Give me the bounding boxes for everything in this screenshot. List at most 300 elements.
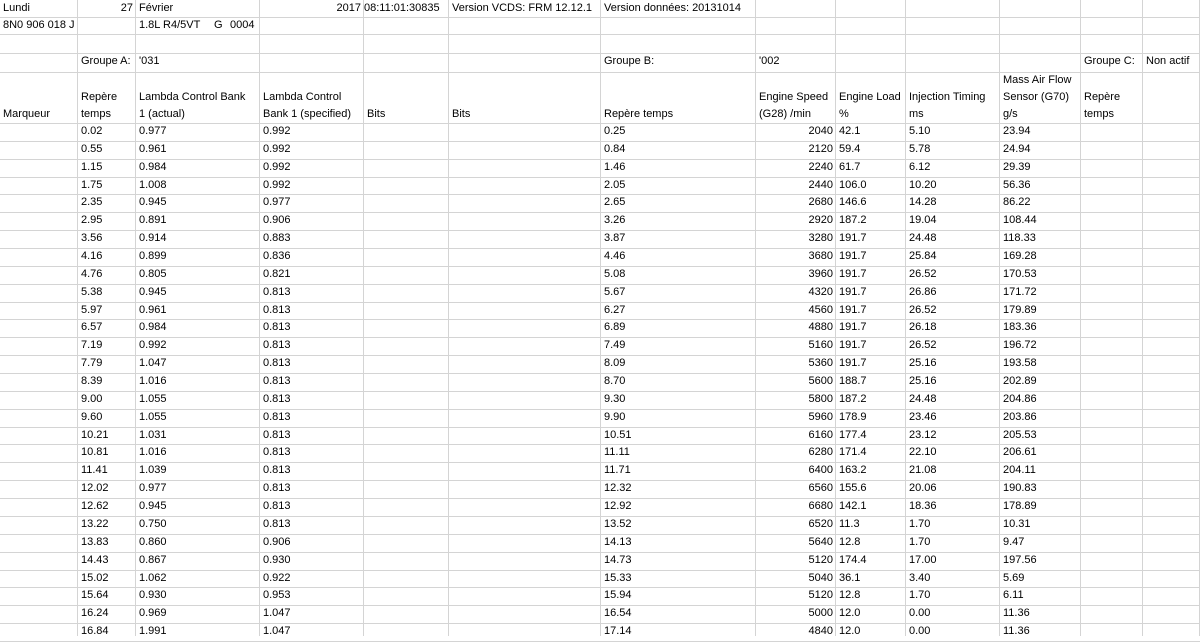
cell-lambda-actual[interactable]: 0.867 — [139, 554, 167, 566]
grid-column-line — [448, 0, 449, 636]
grid-row-line — [0, 337, 1200, 338]
cell-engine-load[interactable]: 191.7 — [839, 232, 867, 244]
cell-a-time[interactable]: 2.35 — [81, 196, 103, 208]
cell-engine-speed[interactable]: 5640 — [808, 536, 833, 548]
header-maf-line1: Mass Air Flow — [1003, 74, 1072, 86]
grid-row-line — [0, 427, 1200, 428]
cell-b-time[interactable]: 9.90 — [604, 411, 626, 423]
grid-column-line — [135, 0, 136, 636]
cell-lambda-actual[interactable]: 0.984 — [139, 161, 167, 173]
cell-lambda-actual[interactable]: 1.055 — [139, 411, 167, 423]
cell-injection-timing[interactable]: 18.36 — [909, 500, 937, 512]
cell-engine-speed[interactable]: 4320 — [808, 286, 833, 298]
cell-lambda-actual[interactable]: 1.062 — [139, 572, 167, 584]
cell-b-time[interactable]: 12.32 — [604, 482, 632, 494]
cell-time[interactable]: 08:11:01:30835 — [364, 2, 440, 14]
cell-engine-load[interactable]: 191.7 — [839, 321, 867, 333]
cell-maf[interactable]: 6.11 — [1003, 589, 1024, 601]
cell-lambda-spec[interactable]: 0.906 — [263, 214, 291, 226]
cell-b-time[interactable]: 14.73 — [604, 554, 632, 566]
cell-maf[interactable]: 203.86 — [1003, 411, 1037, 423]
grid-row-line — [0, 534, 1200, 535]
cell-lambda-actual[interactable]: 0.860 — [139, 536, 167, 548]
cell-date-number[interactable]: 27 — [120, 2, 133, 14]
header-lambda-spec[interactable] — [260, 89, 364, 123]
cell-engine-load[interactable]: 106.0 — [839, 179, 867, 191]
cell-a-time[interactable]: 13.83 — [81, 536, 109, 548]
cell-engine-load[interactable]: 42.1 — [839, 125, 861, 137]
cell-engine-speed[interactable]: 6160 — [808, 429, 833, 441]
cell-engine-load[interactable]: 142.1 — [839, 500, 867, 512]
cell-lambda-actual[interactable]: 1.055 — [139, 393, 167, 405]
grid-column-line — [999, 0, 1000, 636]
cell-engine-speed[interactable]: 2120 — [808, 143, 833, 155]
cell-lambda-actual[interactable]: 0.805 — [139, 268, 167, 280]
cell-engine-speed[interactable]: 6280 — [808, 446, 833, 458]
cell-a-time[interactable]: 13.22 — [81, 518, 109, 530]
grid-column-line — [259, 0, 260, 636]
cell-a-time[interactable]: 4.16 — [81, 250, 103, 262]
cell-lambda-spec[interactable]: 0.992 — [263, 161, 291, 173]
cell-engine-speed[interactable]: 6520 — [808, 518, 833, 530]
cell-b-time[interactable]: 14.13 — [604, 536, 632, 548]
grid-row-line — [0, 552, 1200, 553]
cell-injection-timing[interactable]: 21.08 — [909, 464, 937, 476]
cell-engine-load[interactable]: 163.2 — [839, 464, 867, 476]
grid-row-line — [0, 284, 1200, 285]
cell-maf[interactable]: 5.69 — [1003, 572, 1025, 584]
cell-injection-timing[interactable]: 26.86 — [909, 286, 937, 298]
cell-engine-load[interactable]: 188.7 — [839, 375, 867, 387]
cell-lambda-spec[interactable]: 0.813 — [263, 357, 291, 369]
cell-a-time[interactable]: 0.02 — [81, 125, 103, 137]
cell-b-time[interactable]: 15.33 — [604, 572, 632, 584]
header-lambda-actual-line2: 1 (actual) — [139, 108, 185, 120]
cell-engine-speed[interactable]: 3960 — [808, 268, 833, 280]
header-c-time-line1: Repère — [1084, 91, 1121, 103]
cell-lambda-actual[interactable]: 0.992 — [139, 339, 167, 351]
cell-engine-load[interactable]: 59.4 — [839, 143, 861, 155]
header-bits-2[interactable]: Bits — [452, 108, 471, 120]
cell-engine-code[interactable]: 1.8L R4/5VT — [139, 19, 201, 31]
cell-b-time[interactable]: 8.70 — [604, 375, 626, 387]
cell-maf[interactable]: 11.36 — [1003, 625, 1030, 637]
cell-injection-timing[interactable]: 5.10 — [909, 125, 931, 137]
cell-injection-timing[interactable]: 22.10 — [909, 446, 937, 458]
header-maf[interactable] — [1000, 72, 1081, 123]
cell-lambda-spec[interactable]: 0.992 — [263, 125, 291, 137]
cell-engine-load[interactable]: 155.6 — [839, 482, 867, 494]
grid-column-line — [1080, 0, 1081, 636]
cell-b-time[interactable]: 2.05 — [604, 179, 626, 191]
cell-lambda-spec[interactable]: 0.813 — [263, 500, 291, 512]
grid-row-line — [0, 480, 1200, 481]
header-c-time-line2: temps — [1084, 108, 1114, 120]
grid-row-line — [0, 159, 1200, 160]
cell-b-time[interactable]: 15.94 — [604, 589, 632, 601]
cell-a-time[interactable]: 14.43 — [81, 554, 109, 566]
cell-maf[interactable]: 196.72 — [1003, 339, 1037, 351]
cell-group-a-label[interactable]: Groupe A: — [81, 55, 131, 67]
cell-injection-timing[interactable]: 0.00 — [909, 625, 931, 637]
cell-day[interactable]: Lundi — [3, 2, 30, 14]
cell-maf[interactable]: 205.53 — [1003, 429, 1037, 441]
cell-lambda-actual[interactable]: 1.047 — [139, 357, 167, 369]
cell-lambda-actual[interactable]: 0.930 — [139, 589, 167, 601]
cell-injection-timing[interactable]: 1.70 — [909, 589, 931, 601]
cell-lambda-spec[interactable]: 0.992 — [263, 143, 291, 155]
cell-a-time[interactable]: 6.57 — [81, 321, 103, 333]
header-lambda-spec-line1: Lambda Control — [263, 91, 342, 103]
cell-engine-load[interactable]: 178.9 — [839, 411, 867, 423]
cell-lambda-spec[interactable]: 0.813 — [263, 339, 291, 351]
cell-engine-speed[interactable]: 4880 — [808, 321, 833, 333]
header-lambda-spec-line2: Bank 1 (specified) — [263, 108, 352, 120]
cell-engine-load[interactable]: 191.7 — [839, 250, 867, 262]
cell-group-c-label[interactable]: Groupe C: — [1084, 55, 1135, 67]
cell-lambda-actual[interactable]: 0.961 — [139, 143, 167, 155]
cell-engine-load[interactable]: 171.4 — [839, 446, 867, 458]
cell-lambda-spec[interactable]: 0.813 — [263, 464, 291, 476]
cell-lambda-spec[interactable]: 1.047 — [263, 625, 291, 637]
cell-lambda-spec[interactable]: 0.953 — [263, 589, 291, 601]
cell-a-time[interactable]: 12.62 — [81, 500, 109, 512]
cell-engine-speed[interactable]: 6560 — [808, 482, 833, 494]
cell-engine-load[interactable]: 191.7 — [839, 339, 867, 351]
cell-engine-speed[interactable]: 4560 — [808, 304, 833, 316]
cell-injection-timing[interactable]: 24.48 — [909, 393, 937, 405]
cell-a-time[interactable]: 0.55 — [81, 143, 103, 155]
grid-column-line — [835, 0, 836, 636]
cell-b-time[interactable]: 11.71 — [604, 464, 631, 476]
cell-lambda-actual[interactable]: 0.984 — [139, 321, 167, 333]
cell-injection-timing[interactable]: 23.12 — [909, 429, 937, 441]
cell-injection-timing[interactable]: 14.28 — [909, 196, 937, 208]
cell-injection-timing[interactable]: 17.00 — [909, 554, 937, 566]
header-engine-speed[interactable] — [756, 89, 836, 123]
cell-lambda-spec[interactable]: 0.922 — [263, 572, 291, 584]
cell-lambda-actual[interactable]: 0.945 — [139, 500, 167, 512]
cell-lambda-spec[interactable]: 0.930 — [263, 554, 291, 566]
cell-injection-timing[interactable]: 26.52 — [909, 304, 937, 316]
cell-lambda-actual[interactable]: 1.039 — [139, 464, 167, 476]
cell-engine-load[interactable]: 174.4 — [839, 554, 867, 566]
cell-injection-timing[interactable]: 23.46 — [909, 411, 937, 423]
cell-engine-speed[interactable]: 2440 — [808, 179, 833, 191]
cell-engine-load[interactable]: 36.1 — [839, 572, 861, 584]
cell-engine-speed[interactable]: 5360 — [808, 357, 833, 369]
cell-engine-speed[interactable]: 5960 — [808, 411, 833, 423]
cell-engine-speed[interactable]: 4840 — [808, 625, 833, 637]
cell-b-time[interactable]: 2.65 — [604, 196, 626, 208]
cell-a-time[interactable]: 10.81 — [81, 446, 109, 458]
cell-lambda-spec[interactable]: 0.813 — [263, 286, 291, 298]
header-maf-line2: Sensor (G70) — [1003, 91, 1070, 103]
header-injection-timing[interactable] — [906, 89, 1000, 123]
cell-b-time[interactable]: 3.26 — [604, 214, 626, 226]
header-c-time[interactable] — [1081, 89, 1143, 123]
grid-row-line — [0, 355, 1200, 356]
header-engine-speed-line1: Engine Speed — [759, 91, 829, 103]
cell-injection-timing[interactable]: 10.20 — [909, 179, 937, 191]
cell-engine-speed[interactable]: 6400 — [808, 464, 833, 476]
header-maf-line3: g/s — [1003, 108, 1018, 120]
cell-engine-load[interactable]: 191.7 — [839, 286, 867, 298]
cell-lambda-actual[interactable]: 1.016 — [139, 375, 167, 387]
cell-a-time[interactable]: 15.02 — [81, 572, 109, 584]
cell-maf[interactable]: 10.31 — [1003, 518, 1031, 530]
cell-engine-load[interactable]: 12.8 — [839, 589, 861, 601]
cell-b-time[interactable]: 4.46 — [604, 250, 626, 262]
cell-injection-timing[interactable]: 25.84 — [909, 250, 937, 262]
cell-engine-g[interactable]: G — [214, 19, 223, 31]
cell-engine-speed[interactable]: 2920 — [808, 214, 833, 226]
cell-injection-timing[interactable]: 1.70 — [909, 536, 931, 548]
cell-maf[interactable]: 204.11 — [1003, 464, 1036, 476]
cell-b-time[interactable]: 7.49 — [604, 339, 626, 351]
cell-a-time[interactable]: 15.64 — [81, 589, 109, 601]
cell-data-version[interactable]: Version données: 20131014 — [604, 2, 742, 14]
cell-engine-code-number[interactable]: 0004 — [230, 19, 255, 31]
grid-row-line — [0, 373, 1200, 374]
cell-engine-speed[interactable]: 5040 — [808, 572, 833, 584]
cell-maf[interactable]: 169.28 — [1003, 250, 1037, 262]
cell-maf[interactable]: 56.36 — [1003, 179, 1031, 191]
cell-b-time[interactable]: 5.08 — [604, 268, 626, 280]
cell-injection-timing[interactable]: 3.40 — [909, 572, 931, 584]
cell-injection-timing[interactable]: 24.48 — [909, 232, 937, 244]
cell-lambda-spec[interactable]: 0.813 — [263, 375, 291, 387]
cell-a-time[interactable]: 1.75 — [81, 179, 103, 191]
cell-b-time[interactable]: 0.84 — [604, 143, 626, 155]
cell-lambda-spec[interactable]: 0.992 — [263, 179, 291, 191]
cell-lambda-actual[interactable]: 0.945 — [139, 286, 167, 298]
header-a-time[interactable] — [78, 89, 136, 123]
cell-lambda-actual[interactable]: 0.750 — [139, 518, 167, 530]
header-injection-timing-line2: ms — [909, 108, 924, 120]
cell-a-time[interactable]: 2.95 — [81, 214, 103, 226]
cell-b-time[interactable]: 11.11 — [604, 446, 630, 458]
grid-row-line — [0, 516, 1200, 517]
cell-lambda-actual[interactable]: 1.991 — [139, 625, 167, 637]
cell-a-time[interactable]: 4.76 — [81, 268, 103, 280]
cell-lambda-actual[interactable]: 0.891 — [139, 214, 167, 226]
cell-b-time[interactable]: 6.89 — [604, 321, 626, 333]
cell-a-time[interactable]: 16.84 — [81, 625, 109, 637]
cell-b-time[interactable]: 1.46 — [604, 161, 626, 173]
cell-lambda-spec[interactable]: 1.047 — [263, 607, 291, 619]
header-engine-load-line1: Engine Load — [839, 91, 901, 103]
cell-engine-load[interactable]: 177.4 — [839, 429, 867, 441]
cell-engine-load[interactable]: 11.3 — [839, 518, 860, 530]
cell-injection-timing[interactable]: 5.78 — [909, 143, 931, 155]
cell-engine-speed[interactable]: 2240 — [808, 161, 833, 173]
header-engine-load-line2: % — [839, 108, 849, 120]
cell-engine-load[interactable]: 146.6 — [839, 196, 867, 208]
cell-lambda-spec[interactable]: 0.906 — [263, 536, 291, 548]
cell-engine-load[interactable]: 61.7 — [839, 161, 861, 173]
cell-a-time[interactable]: 11.41 — [81, 464, 108, 476]
header-engine-load[interactable] — [836, 89, 906, 123]
grid-row-line — [0, 498, 1200, 499]
cell-maf[interactable]: 193.58 — [1003, 357, 1037, 369]
cell-engine-speed[interactable]: 2040 — [808, 125, 833, 137]
cell-injection-timing[interactable]: 6.12 — [909, 161, 931, 173]
cell-engine-speed[interactable]: 5120 — [808, 554, 833, 566]
cell-group-a-value[interactable]: '031 — [139, 55, 160, 67]
cell-a-time[interactable]: 1.15 — [81, 161, 103, 173]
cell-engine-load[interactable]: 12.0 — [839, 607, 861, 619]
cell-a-time[interactable]: 5.38 — [81, 286, 103, 298]
cell-maf[interactable]: 197.56 — [1003, 554, 1037, 566]
cell-lambda-spec[interactable]: 0.813 — [263, 321, 291, 333]
cell-b-time[interactable]: 9.30 — [604, 393, 626, 405]
cell-maf[interactable]: 29.39 — [1003, 161, 1031, 173]
cell-a-time[interactable]: 9.60 — [81, 411, 103, 423]
cell-a-time[interactable]: 7.19 — [81, 339, 103, 351]
cell-injection-timing[interactable]: 26.52 — [909, 339, 937, 351]
cell-a-time[interactable]: 16.24 — [81, 607, 109, 619]
cell-lambda-actual[interactable]: 1.031 — [139, 429, 167, 441]
cell-a-time[interactable]: 8.39 — [81, 375, 103, 387]
cell-b-time[interactable]: 13.52 — [604, 518, 632, 530]
cell-lambda-spec[interactable]: 0.813 — [263, 393, 291, 405]
cell-lambda-actual[interactable]: 1.008 — [139, 179, 167, 191]
cell-lambda-spec[interactable]: 0.813 — [263, 446, 291, 458]
cell-maf[interactable]: 170.53 — [1003, 268, 1037, 280]
cell-b-time[interactable]: 5.67 — [604, 286, 626, 298]
cell-engine-speed[interactable]: 6680 — [808, 500, 833, 512]
cell-lambda-spec[interactable]: 0.813 — [263, 518, 291, 530]
cell-lambda-spec[interactable]: 0.813 — [263, 304, 291, 316]
cell-engine-load[interactable]: 187.2 — [839, 393, 867, 405]
cell-lambda-spec[interactable]: 0.813 — [263, 482, 291, 494]
cell-engine-load[interactable]: 191.7 — [839, 268, 867, 280]
cell-maf[interactable]: 202.89 — [1003, 375, 1037, 387]
cell-a-time[interactable]: 12.02 — [81, 482, 109, 494]
cell-engine-load[interactable]: 12.0 — [839, 625, 861, 637]
cell-year[interactable]: 2017 — [336, 2, 361, 14]
grid-column-line — [905, 0, 906, 636]
grid-row-line — [0, 462, 1200, 463]
cell-a-time[interactable]: 3.56 — [81, 232, 103, 244]
cell-maf[interactable]: 183.36 — [1003, 321, 1037, 333]
cell-a-time[interactable]: 9.00 — [81, 393, 103, 405]
header-lambda-actual-line1: Lambda Control Bank — [139, 91, 246, 103]
cell-lambda-spec[interactable]: 0.813 — [263, 411, 291, 423]
header-lambda-actual[interactable] — [136, 89, 260, 123]
cell-injection-timing[interactable]: 20.06 — [909, 482, 937, 494]
cell-engine-speed[interactable]: 3280 — [808, 232, 833, 244]
cell-injection-timing[interactable]: 25.16 — [909, 357, 937, 369]
cell-maf[interactable]: 11.36 — [1003, 607, 1030, 619]
grid-row-line — [0, 409, 1200, 410]
cell-lambda-actual[interactable]: 0.977 — [139, 482, 167, 494]
cell-engine-speed[interactable]: 5160 — [808, 339, 833, 351]
cell-part-number[interactable]: 8N0 906 018 J — [3, 19, 75, 31]
cell-b-time[interactable]: 16.54 — [604, 607, 632, 619]
cell-month[interactable]: Février — [139, 2, 174, 14]
cell-lambda-spec[interactable]: 0.836 — [263, 250, 291, 262]
grid-column-line — [755, 0, 756, 636]
cell-engine-speed[interactable]: 5120 — [808, 589, 833, 601]
cell-b-time[interactable]: 3.87 — [604, 232, 626, 244]
grid-column-line — [1142, 0, 1143, 636]
cell-group-c-value[interactable]: Non actif — [1146, 55, 1190, 67]
cell-lambda-spec[interactable]: 0.821 — [263, 268, 291, 280]
header-bits-1[interactable]: Bits — [367, 108, 386, 120]
cell-engine-load[interactable]: 187.2 — [839, 214, 867, 226]
cell-maf[interactable]: 206.61 — [1003, 446, 1037, 458]
cell-b-time[interactable]: 12.92 — [604, 500, 632, 512]
cell-maf[interactable]: 108.44 — [1003, 214, 1037, 226]
cell-maf[interactable]: 204.86 — [1003, 393, 1037, 405]
cell-engine-speed[interactable]: 2680 — [808, 196, 833, 208]
cell-group-b-value[interactable]: '002 — [759, 55, 780, 67]
cell-a-time[interactable]: 5.97 — [81, 304, 103, 316]
cell-lambda-actual[interactable]: 0.914 — [139, 232, 167, 244]
cell-engine-load[interactable]: 191.7 — [839, 357, 867, 369]
cell-vcds-version[interactable]: Version VCDS: FRM 12.12.1 — [452, 2, 593, 14]
cell-lambda-spec[interactable]: 0.883 — [263, 232, 291, 244]
grid-column-line — [363, 0, 364, 636]
cell-engine-load[interactable]: 191.7 — [839, 304, 867, 316]
cell-lambda-actual[interactable]: 0.945 — [139, 196, 167, 208]
cell-lambda-actual[interactable]: 0.977 — [139, 125, 167, 137]
cell-engine-speed[interactable]: 3680 — [808, 250, 833, 262]
cell-lambda-actual[interactable]: 1.016 — [139, 446, 167, 458]
cell-a-time[interactable]: 7.79 — [81, 357, 103, 369]
cell-maf[interactable]: 190.83 — [1003, 482, 1037, 494]
cell-injection-timing[interactable]: 1.70 — [909, 518, 931, 530]
cell-engine-speed[interactable]: 5800 — [808, 393, 833, 405]
cell-a-time[interactable]: 10.21 — [81, 429, 109, 441]
cell-injection-timing[interactable]: 26.52 — [909, 268, 937, 280]
cell-lambda-actual[interactable]: 0.899 — [139, 250, 167, 262]
cell-maf[interactable]: 23.94 — [1003, 125, 1031, 137]
cell-maf[interactable]: 171.72 — [1003, 286, 1037, 298]
header-marqueur[interactable]: Marqueur — [3, 108, 51, 120]
cell-injection-timing[interactable]: 26.18 — [909, 321, 937, 333]
cell-maf[interactable]: 24.94 — [1003, 143, 1031, 155]
cell-b-time[interactable]: 6.27 — [604, 304, 626, 316]
cell-injection-timing[interactable]: 25.16 — [909, 375, 937, 387]
cell-engine-speed[interactable]: 5600 — [808, 375, 833, 387]
cell-b-time[interactable]: 0.25 — [604, 125, 626, 137]
grid-row-line — [0, 53, 1200, 54]
cell-lambda-spec[interactable]: 0.977 — [263, 196, 291, 208]
cell-engine-speed[interactable]: 5000 — [808, 607, 833, 619]
grid-row-line — [0, 212, 1200, 213]
cell-injection-timing[interactable]: 0.00 — [909, 607, 931, 619]
cell-group-b-label[interactable]: Groupe B: — [604, 55, 655, 67]
grid-row-line — [0, 302, 1200, 303]
cell-lambda-actual[interactable]: 0.969 — [139, 607, 167, 619]
cell-engine-load[interactable]: 12.8 — [839, 536, 861, 548]
cell-maf[interactable]: 179.89 — [1003, 304, 1037, 316]
cell-lambda-spec[interactable]: 0.813 — [263, 429, 291, 441]
cell-maf[interactable]: 118.33 — [1003, 232, 1036, 244]
cell-maf[interactable]: 9.47 — [1003, 536, 1025, 548]
cell-injection-timing[interactable]: 19.04 — [909, 214, 937, 226]
cell-maf[interactable]: 178.89 — [1003, 500, 1037, 512]
header-b-time[interactable]: Repère temps — [604, 108, 674, 120]
cell-lambda-actual[interactable]: 0.961 — [139, 304, 167, 316]
cell-b-time[interactable]: 10.51 — [604, 429, 632, 441]
cell-maf[interactable]: 86.22 — [1003, 196, 1031, 208]
cell-b-time[interactable]: 8.09 — [604, 357, 626, 369]
cell-b-time[interactable]: 17.14 — [604, 625, 632, 637]
